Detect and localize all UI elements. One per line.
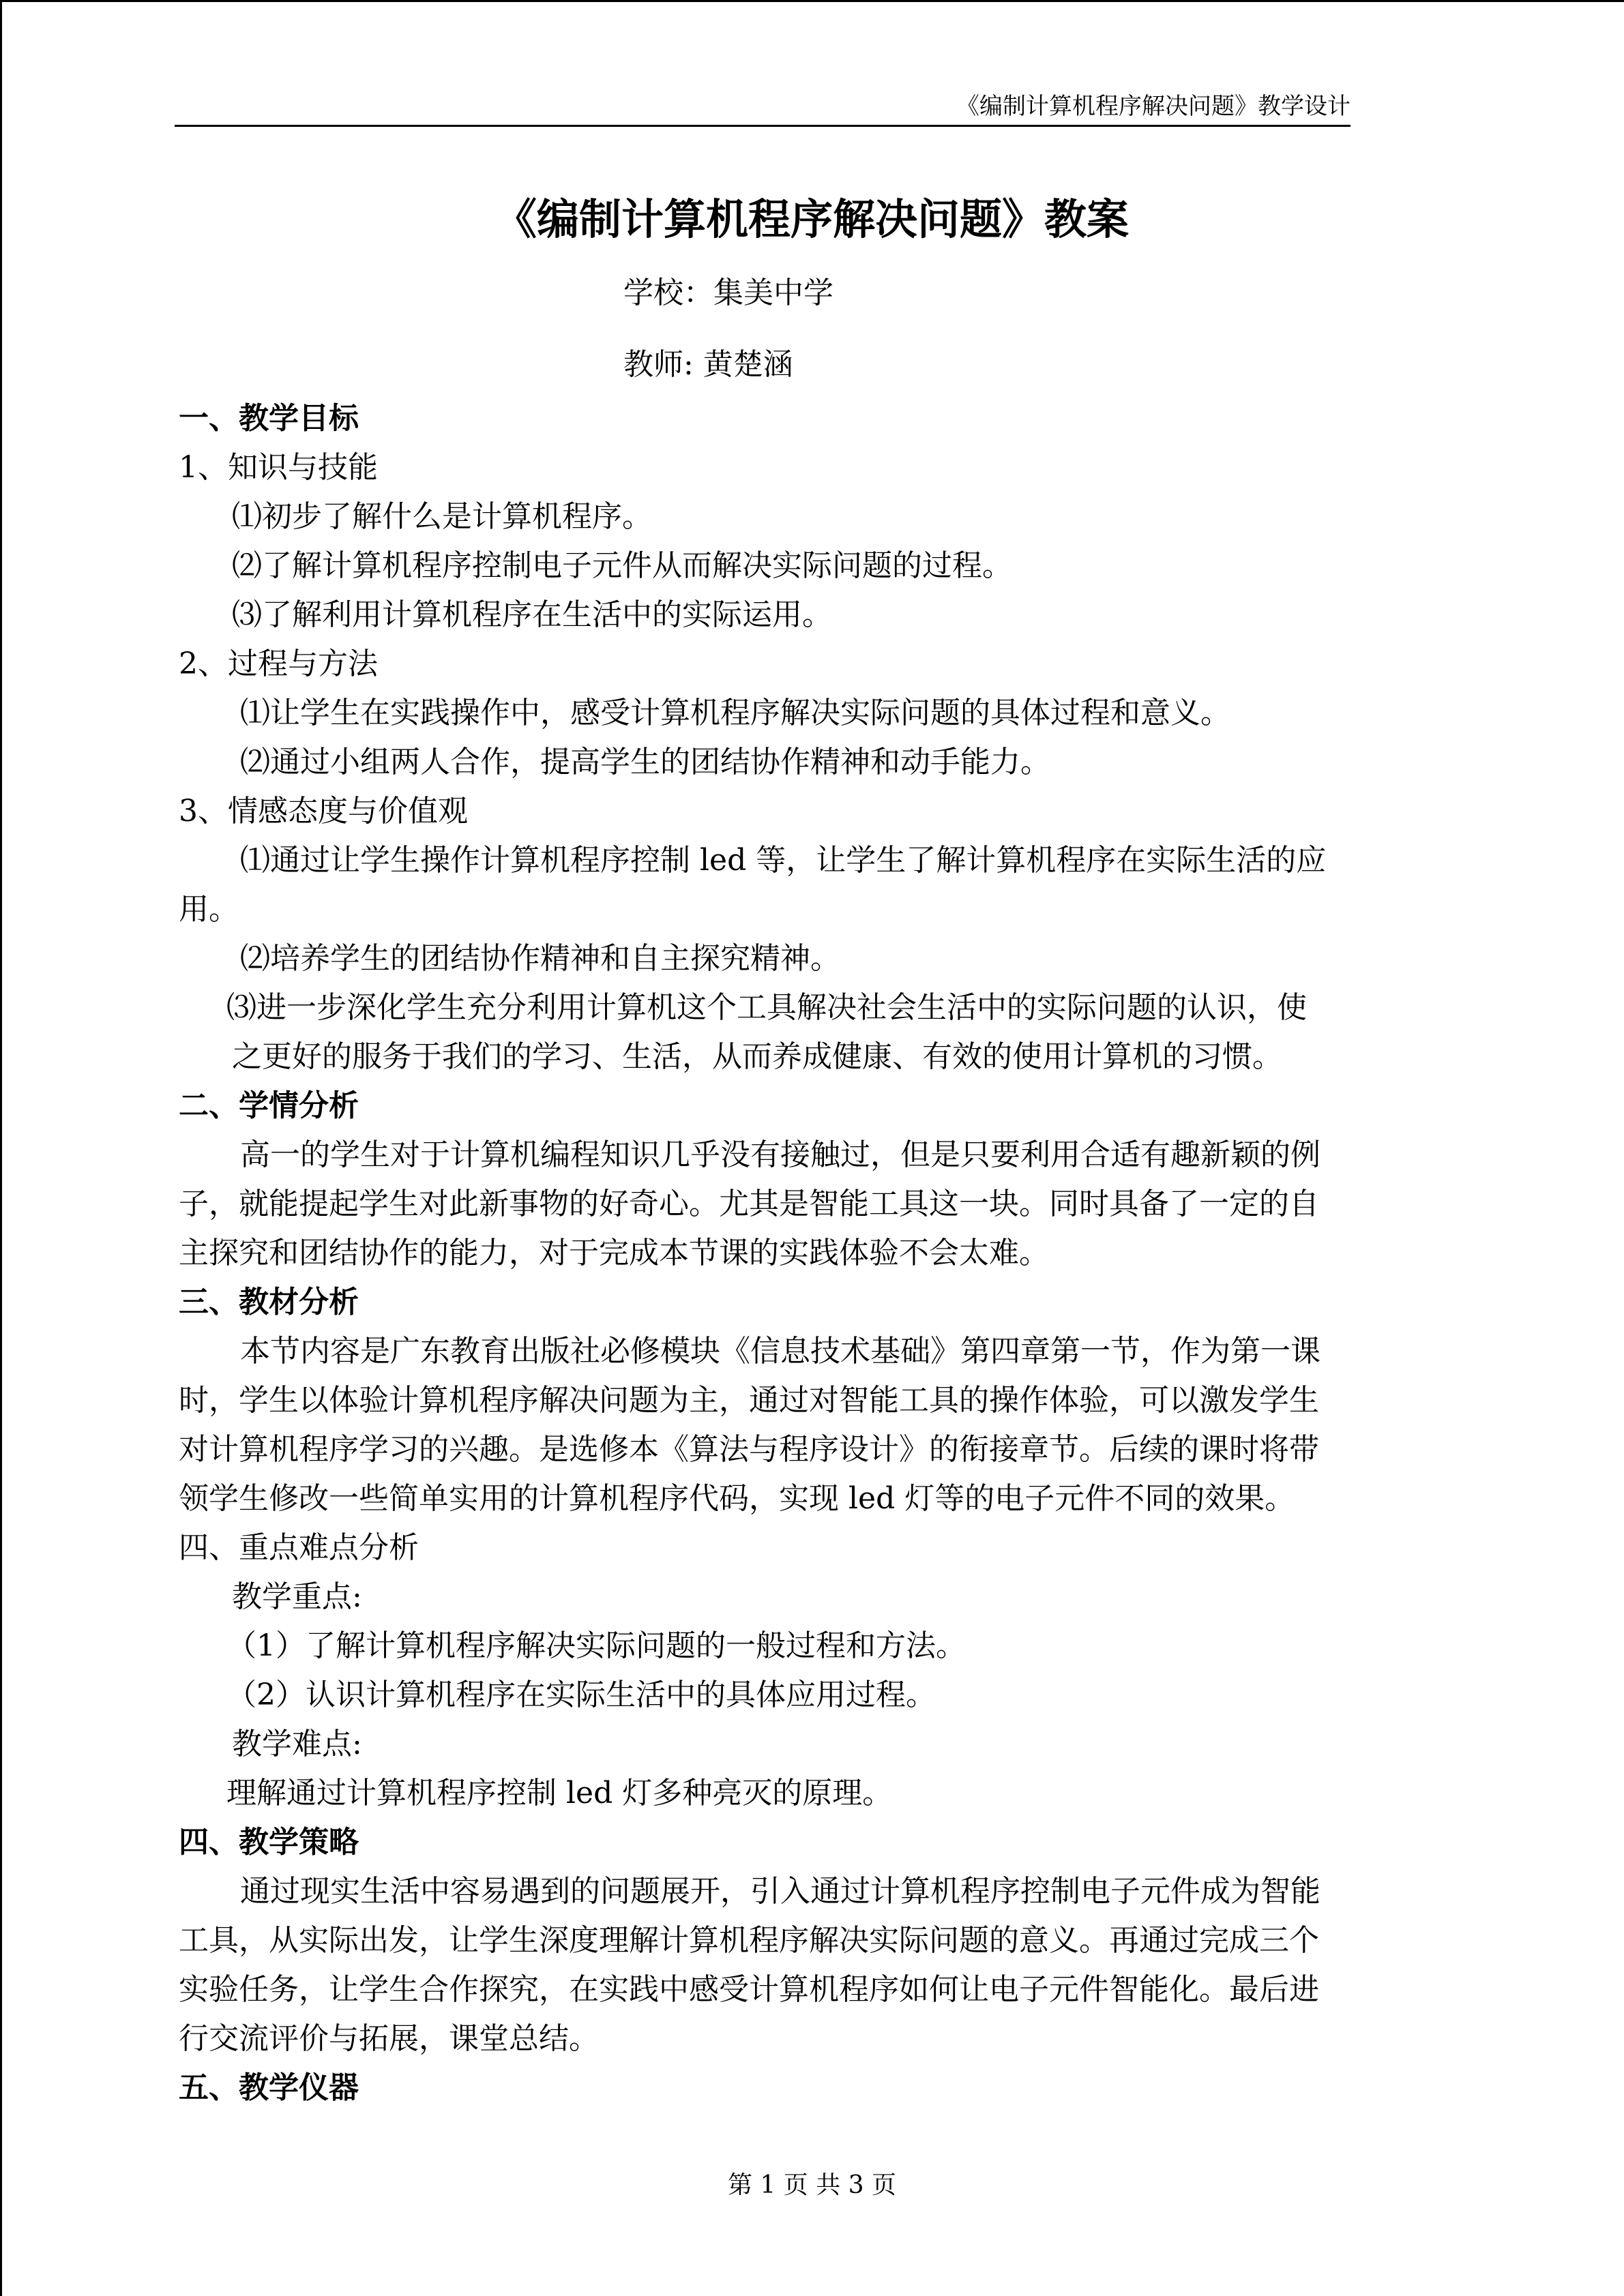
document-title: 《编制计算机程序解决问题》教案 xyxy=(494,194,1129,244)
knowledge-item: ⑴初步了解什么是计算机程序。 xyxy=(232,499,652,534)
process-item: ⑵通过小组两人合作，提高学生的团结协作精神和动手能力。 xyxy=(240,745,1050,779)
difficulty-text: 理解通过计算机程序控制 led 灯多种亮灭的原理。 xyxy=(226,1776,893,1810)
emotion-item-1-cont: 用。 xyxy=(179,892,239,927)
subheading-knowledge: 1、知识与技能 xyxy=(179,450,378,485)
emotion-item-1: ⑴通过让学生操作计算机程序控制 led 等，让学生了解计算机程序在实际生活的应 xyxy=(240,843,1327,878)
emotion-item-3: ⑶进一步深化学生充分利用计算机这个工具解决社会生活中的实际问题的认识，使 xyxy=(226,990,1307,1025)
paragraph-line: 时，学生以体验计算机程序解决问题为主，通过对智能工具的操作体验，可以激发学生 xyxy=(179,1383,1319,1418)
paragraph-line: 高一的学生对于计算机编程知识几乎没有接触过，但是只要利用合适有趣新颖的例 xyxy=(240,1137,1320,1172)
header-rule xyxy=(175,125,1350,127)
paragraph-line: 领学生修改一些简单实用的计算机程序代码，实现 led 灯等的电子元件不同的效果。 xyxy=(179,1481,1295,1516)
emotion-item-3-cont: 之更好的服务于我们的学习、生活，从而养成健康、有效的使用计算机的习惯。 xyxy=(232,1039,1282,1074)
focus-label: 教学重点: xyxy=(232,1579,362,1614)
section-heading-materials: 三、教材分析 xyxy=(179,1285,359,1320)
subheading-process: 2、过程与方法 xyxy=(179,646,378,681)
running-header: 《编制计算机程序解决问题》教学设计 xyxy=(956,93,1350,120)
knowledge-item: ⑵了解计算机程序控制电子元件从而解决实际问题的过程。 xyxy=(232,548,1012,583)
section-heading-learners: 二、学情分析 xyxy=(179,1088,359,1123)
paragraph-line: 通过现实生活中容易遇到的问题展开，引入通过计算机程序控制电子元件成为智能 xyxy=(240,1874,1320,1909)
emotion-item-2: ⑵培养学生的团结协作精神和自主探究精神。 xyxy=(240,941,840,976)
page-border-top xyxy=(0,0,1624,2)
subheading-emotion: 3、情感态度与价值观 xyxy=(179,794,468,829)
section-heading-objectives: 一、教学目标 xyxy=(179,401,359,436)
paragraph-line: 子，就能提起学生对此新事物的好奇心。尤其是智能工具这一块。同时具备了一定的自 xyxy=(179,1187,1319,1221)
paragraph-line: 主探究和团结协作的能力，对于完成本节课的实践体验不会太难。 xyxy=(179,1236,1049,1270)
focus-item: （2）认识计算机程序在实际生活中的具体应用过程。 xyxy=(226,1678,936,1712)
paragraph-line: 行交流评价与拓展，课堂总结。 xyxy=(179,2021,599,2056)
teacher-line: 教师: 黄楚涵 xyxy=(623,347,793,382)
section-heading-strategy: 四、教学策略 xyxy=(179,1825,359,1860)
paragraph-line: 工具，从实际出发，让学生深度理解计算机程序解决实际问题的意义。再通过完成三个 xyxy=(179,1923,1319,1958)
process-item: ⑴让学生在实践操作中，感受计算机程序解决实际问题的具体过程和意义。 xyxy=(240,696,1230,730)
section-heading-key-points: 四、重点难点分析 xyxy=(179,1530,419,1565)
difficulty-label: 教学难点: xyxy=(232,1727,362,1761)
school-line: 学校：集美中学 xyxy=(623,275,833,310)
paragraph-line: 本节内容是广东教育出版社必修模块《信息技术基础》第四章第一节，作为第一课 xyxy=(240,1334,1320,1369)
paragraph-line: 实验任务，让学生合作探究，在实践中感受计算机程序如何让电子元件智能化。最后进 xyxy=(179,1972,1319,2007)
page-number: 第 1 页 共 3 页 xyxy=(727,2171,897,2199)
paragraph-line: 对计算机程序学习的兴趣。是选修本《算法与程序设计》的衔接章节。后续的课时将带 xyxy=(179,1432,1319,1467)
section-heading-instruments: 五、教学仪器 xyxy=(179,2070,359,2105)
page-border-left xyxy=(0,0,2,2296)
knowledge-item: ⑶了解利用计算机程序在生活中的实际运用。 xyxy=(232,597,832,632)
focus-item: （1）了解计算机程序解决实际问题的一般过程和方法。 xyxy=(226,1628,966,1663)
